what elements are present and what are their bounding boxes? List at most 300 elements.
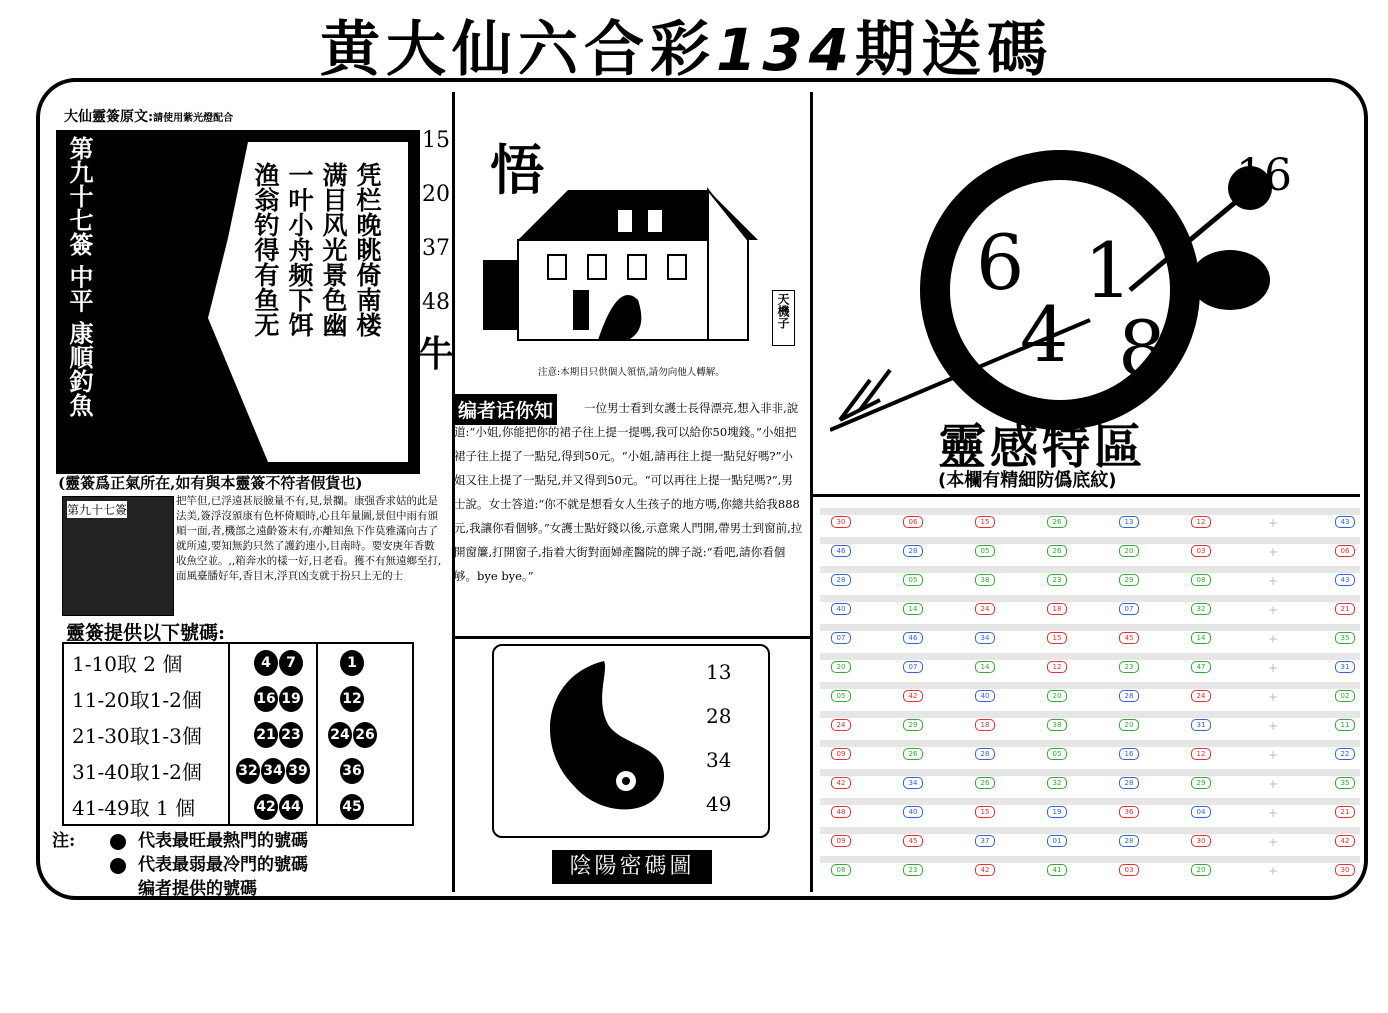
plus-icon: + bbox=[1267, 806, 1279, 820]
history-ball bbox=[1334, 545, 1356, 557]
history-ball bbox=[902, 864, 924, 876]
history-ball bbox=[830, 661, 852, 673]
history-number: 13 bbox=[1119, 516, 1139, 528]
sign-image bbox=[62, 496, 174, 616]
history-row-bar bbox=[820, 624, 1360, 631]
history-number: 26 bbox=[903, 748, 923, 760]
history-ball bbox=[1118, 661, 1140, 673]
sign-name: 第九十七簽 中平 康順釣魚 bbox=[62, 136, 97, 466]
history-ball bbox=[1046, 719, 1068, 731]
history-ball bbox=[1334, 806, 1356, 818]
history-ball bbox=[1046, 603, 1068, 615]
history-row bbox=[820, 624, 1360, 652]
big-number: 6 bbox=[976, 218, 1025, 307]
history-number: 26 bbox=[975, 777, 995, 789]
history-ball bbox=[1046, 545, 1068, 557]
stamp: 天機子 bbox=[772, 290, 795, 346]
history-number: 02 bbox=[1335, 690, 1355, 702]
history-ball bbox=[1334, 690, 1356, 702]
history-ball bbox=[1118, 719, 1140, 731]
history-number: 26 bbox=[1047, 516, 1067, 528]
history-number: 05 bbox=[1047, 748, 1067, 760]
hot-ball: 39 bbox=[286, 758, 310, 784]
history-ball bbox=[1190, 574, 1212, 586]
history-number: 46 bbox=[831, 545, 851, 557]
history-ball bbox=[830, 806, 852, 818]
history-row bbox=[820, 653, 1360, 681]
history-number: 31 bbox=[1191, 719, 1211, 731]
divider-middle bbox=[452, 636, 812, 639]
hot-ball: 44 bbox=[279, 794, 303, 820]
big-number: 4 bbox=[1020, 290, 1069, 379]
history-ball bbox=[902, 748, 924, 760]
anti-fake-text: (本欄有精細防僞底紋) bbox=[938, 470, 1117, 491]
history-number: 21 bbox=[1335, 603, 1355, 615]
history-number: 18 bbox=[975, 719, 995, 731]
history-number: 35 bbox=[1335, 777, 1355, 789]
history-row bbox=[820, 682, 1360, 710]
note-text: 代表最旺最熱門的號碼 bbox=[138, 831, 308, 851]
history-number: 21 bbox=[1335, 806, 1355, 818]
history-ball bbox=[1118, 806, 1140, 818]
yinyang-number: 34 bbox=[706, 748, 732, 772]
history-row bbox=[820, 769, 1360, 797]
row-label: 1-10取 2 個 bbox=[72, 652, 183, 676]
history-number: 24 bbox=[1191, 690, 1211, 702]
history-number: 30 bbox=[1335, 864, 1355, 876]
history-ball bbox=[1118, 690, 1140, 702]
history-ball bbox=[830, 632, 852, 644]
hot-ball: 21 bbox=[254, 722, 278, 748]
history-number: 05 bbox=[975, 545, 995, 557]
history-number: 08 bbox=[831, 864, 851, 876]
history-number: 42 bbox=[831, 777, 851, 789]
history-number: 32 bbox=[1191, 603, 1211, 615]
history-number: 28 bbox=[975, 748, 995, 760]
history-number: 15 bbox=[975, 516, 995, 528]
history-number: 07 bbox=[831, 632, 851, 644]
numbers-title: 靈簽提供以下號碼: bbox=[66, 622, 226, 644]
hot-ball: 19 bbox=[279, 686, 303, 712]
history-number: 11 bbox=[1335, 719, 1355, 731]
brand-text: 靈感特區 bbox=[938, 419, 1147, 475]
history-ball bbox=[830, 777, 852, 789]
editor-title: 编者话你知 bbox=[454, 394, 557, 425]
yinyang-label: 陰陽密碼圖 bbox=[552, 850, 712, 884]
history-ball bbox=[902, 719, 924, 731]
yinyang-number: 28 bbox=[706, 704, 732, 728]
history-number: 18 bbox=[1047, 603, 1067, 615]
history-row bbox=[820, 508, 1360, 536]
history-number: 23 bbox=[1119, 661, 1139, 673]
history-number: 07 bbox=[1119, 603, 1139, 615]
history-row bbox=[820, 798, 1360, 826]
history-number: 41 bbox=[1047, 864, 1067, 876]
side-number: 48 bbox=[422, 290, 450, 315]
history-ball bbox=[974, 690, 996, 702]
history-number: 12 bbox=[1191, 748, 1211, 760]
poem-line: 凭栏晚眺倚南楼 bbox=[353, 162, 382, 337]
plus-icon: + bbox=[1267, 719, 1279, 733]
history-number: 45 bbox=[903, 835, 923, 847]
history-number: 09 bbox=[831, 835, 851, 847]
history-ball bbox=[830, 864, 852, 876]
history-ball bbox=[830, 748, 852, 760]
history-number: 28 bbox=[831, 574, 851, 586]
row-label: 41-49取 1 個 bbox=[72, 796, 196, 820]
cold-balls bbox=[340, 758, 365, 784]
side-number: 37 bbox=[422, 236, 450, 261]
history-ball bbox=[1190, 748, 1212, 760]
cold-balls bbox=[340, 650, 365, 676]
history-number: 14 bbox=[903, 603, 923, 615]
history-number: 30 bbox=[1191, 835, 1211, 847]
history-ball bbox=[1046, 690, 1068, 702]
table-row bbox=[72, 756, 412, 792]
history-number: 04 bbox=[1191, 806, 1211, 818]
history-row-bar bbox=[820, 508, 1360, 515]
history-number: 20 bbox=[1047, 690, 1067, 702]
history-ball bbox=[1190, 545, 1212, 557]
history-number: 06 bbox=[903, 516, 923, 528]
history-row-bar bbox=[820, 711, 1360, 718]
history-number: 31 bbox=[1335, 661, 1355, 673]
history-number: 40 bbox=[975, 690, 995, 702]
history-ball bbox=[974, 777, 996, 789]
history-ball bbox=[1118, 545, 1140, 557]
cold-ball: 26 bbox=[353, 722, 377, 748]
history-number: 43 bbox=[1335, 516, 1355, 528]
history-number: 34 bbox=[903, 777, 923, 789]
hot-dot-icon bbox=[110, 834, 126, 850]
history-number: 46 bbox=[903, 632, 923, 644]
history-number: 14 bbox=[975, 661, 995, 673]
target-illustration bbox=[830, 130, 1300, 440]
history-ball bbox=[974, 835, 996, 847]
history-row-bar bbox=[820, 537, 1360, 544]
history-row-bar bbox=[820, 595, 1360, 602]
history-number: 38 bbox=[975, 574, 995, 586]
plus-icon: + bbox=[1267, 777, 1279, 791]
history-ball bbox=[1190, 806, 1212, 818]
cold-ball: 24 bbox=[328, 722, 352, 748]
history-number: 19 bbox=[1047, 806, 1067, 818]
title-prefix: 黄大仙六合彩 bbox=[320, 15, 716, 85]
yinyang-number: 13 bbox=[706, 660, 732, 684]
history-number: 07 bbox=[903, 661, 923, 673]
history-ball bbox=[1190, 690, 1212, 702]
big-number: 1 bbox=[1084, 226, 1133, 315]
history-ball bbox=[1190, 661, 1212, 673]
note-line bbox=[110, 850, 308, 875]
history-number: 05 bbox=[831, 690, 851, 702]
history-ball bbox=[902, 835, 924, 847]
history-ball bbox=[1334, 574, 1356, 586]
hot-balls bbox=[236, 758, 311, 784]
side-zodiac: 牛 bbox=[418, 333, 455, 375]
issue-number: 134 bbox=[716, 16, 856, 84]
history-ball bbox=[902, 806, 924, 818]
history-row-bar bbox=[820, 740, 1360, 747]
history-ball bbox=[1334, 719, 1356, 731]
history-ball bbox=[1118, 864, 1140, 876]
history-ball bbox=[974, 516, 996, 528]
history-number: 20 bbox=[1119, 719, 1139, 731]
hot-ball: 34 bbox=[261, 758, 285, 784]
history-ball bbox=[974, 806, 996, 818]
history-ball bbox=[1334, 835, 1356, 847]
yinyang-number: 49 bbox=[706, 792, 732, 816]
wu-character: 悟 bbox=[490, 138, 544, 202]
hot-ball: 16 bbox=[254, 686, 278, 712]
history-ball bbox=[974, 603, 996, 615]
history-ball bbox=[902, 661, 924, 673]
hot-ball: 23 bbox=[279, 722, 303, 748]
history-ball bbox=[1334, 632, 1356, 644]
cold-ball: 36 bbox=[340, 758, 364, 784]
history-number: 23 bbox=[1047, 574, 1067, 586]
history-number: 24 bbox=[975, 603, 995, 615]
history-ball bbox=[1334, 661, 1356, 673]
cold-ball: 1 bbox=[340, 650, 364, 676]
history-number: 05 bbox=[903, 574, 923, 586]
hot-ball: 7 bbox=[279, 650, 303, 676]
hot-ball: 42 bbox=[254, 794, 278, 820]
history-ball bbox=[1118, 777, 1140, 789]
plus-icon: + bbox=[1267, 603, 1279, 617]
history-ball bbox=[902, 516, 924, 528]
history-number: 26 bbox=[1047, 545, 1067, 557]
history-number: 43 bbox=[1335, 574, 1355, 586]
history-number: 23 bbox=[903, 864, 923, 876]
history-number: 06 bbox=[1335, 545, 1355, 557]
history-ball bbox=[1046, 864, 1068, 876]
history-number: 35 bbox=[1335, 632, 1355, 644]
yinyang-numbers bbox=[706, 650, 731, 826]
warning-text: 注意:本期目只供個人領悟,請勿向他人轉解。 bbox=[538, 367, 725, 378]
history-row bbox=[820, 595, 1360, 623]
history-row bbox=[820, 711, 1360, 739]
cold-balls bbox=[340, 686, 365, 712]
history-ball bbox=[1046, 806, 1068, 818]
history-row bbox=[820, 856, 1360, 884]
history-number: 30 bbox=[831, 516, 851, 528]
note-label: 注: bbox=[52, 831, 76, 851]
page-title bbox=[320, 2, 1053, 88]
history-ball bbox=[1190, 864, 1212, 876]
note-text: 代表最弱最冷門的號碼 bbox=[138, 855, 308, 875]
cold-ball: 12 bbox=[340, 686, 364, 712]
note-line bbox=[110, 826, 308, 851]
history-ball bbox=[830, 835, 852, 847]
history-ball bbox=[974, 574, 996, 586]
history-number: 42 bbox=[975, 864, 995, 876]
history-ball bbox=[902, 574, 924, 586]
cold-dot-icon bbox=[110, 858, 126, 874]
poem-line: 一叶小舟频下饵 bbox=[285, 162, 314, 337]
hot-balls bbox=[254, 722, 304, 748]
editor-story: 一位男士看到女護士長得漂亮,想入非非,說道:“小姐,你能把你的裙子往上提一提嗎,我可以給你50塊錢。”小姐把裙子往上提了一點兒,得到50元。“小姐,請再往上提一點兒好嗎?”小姐又往上提了一點兒,并又得到50元。“可以再往上提一點兒嗎?”,男士說。女士答道:“你不就是想看女人生孩子的地方嗎,你總共給我888元,我讓你看個够。”女護士點好錢以後,示意衆人門開,帶男士到窗前,拉開窗簾,打開窗子,指着大街對面婦產醫院的牌子説:“看吧,請你看個够。bye bye。” bbox=[454, 401, 803, 583]
history-row-bar bbox=[820, 682, 1360, 689]
plus-icon: + bbox=[1267, 748, 1279, 762]
history-number: 48 bbox=[831, 806, 851, 818]
poem-text bbox=[248, 162, 384, 462]
sign-header-label: 大仙靈簽原文: bbox=[64, 109, 154, 125]
history-number: 38 bbox=[1047, 719, 1067, 731]
history-number: 03 bbox=[1119, 864, 1139, 876]
big-number: 8 bbox=[1118, 304, 1167, 393]
history-row-bar bbox=[820, 798, 1360, 805]
history-ball bbox=[830, 545, 852, 557]
history-number: 28 bbox=[1119, 777, 1139, 789]
history-number: 01 bbox=[1047, 835, 1067, 847]
sign-header bbox=[64, 106, 233, 126]
plus-icon: + bbox=[1267, 574, 1279, 588]
history-ball bbox=[1190, 777, 1212, 789]
history-ball bbox=[902, 777, 924, 789]
history-number: 12 bbox=[1047, 661, 1067, 673]
history-ball bbox=[974, 661, 996, 673]
history-ball bbox=[1190, 835, 1212, 847]
history-number: 29 bbox=[1191, 777, 1211, 789]
row-label: 11-20取1-2個 bbox=[72, 688, 202, 712]
history-ball bbox=[1046, 574, 1068, 586]
divider-right-h bbox=[812, 494, 1360, 497]
hot-balls bbox=[254, 794, 304, 820]
history-ball bbox=[1334, 864, 1356, 876]
history-ball bbox=[1118, 632, 1140, 644]
history-number: 42 bbox=[1335, 835, 1355, 847]
hot-ball: 32 bbox=[236, 758, 260, 784]
history-ball bbox=[1118, 516, 1140, 528]
history-ball bbox=[1046, 632, 1068, 644]
history-number: 34 bbox=[975, 632, 995, 644]
history-ball bbox=[902, 545, 924, 557]
side-number: 20 bbox=[422, 182, 450, 207]
yinyang-icon bbox=[534, 656, 674, 826]
history-row-bar bbox=[820, 827, 1360, 834]
history-ball bbox=[902, 690, 924, 702]
plus-icon: + bbox=[1267, 516, 1279, 530]
history-ball bbox=[1190, 603, 1212, 615]
history-number: 28 bbox=[1119, 690, 1139, 702]
note-line bbox=[138, 874, 257, 899]
cold-balls bbox=[328, 722, 378, 748]
history-ball bbox=[974, 864, 996, 876]
history-number: 32 bbox=[1047, 777, 1067, 789]
history-number: 08 bbox=[1191, 574, 1211, 586]
house-illustration bbox=[478, 160, 778, 360]
history-ball bbox=[1118, 748, 1140, 760]
history-ball bbox=[1046, 835, 1068, 847]
table-row bbox=[72, 648, 412, 684]
plus-icon: + bbox=[1267, 545, 1279, 559]
history-number: 15 bbox=[1047, 632, 1067, 644]
history-ball bbox=[1334, 603, 1356, 615]
history-number: 20 bbox=[831, 661, 851, 673]
table-row bbox=[72, 720, 412, 756]
poem-block bbox=[56, 130, 420, 474]
history-number: 47 bbox=[1191, 661, 1211, 673]
table-row bbox=[72, 684, 412, 720]
history-ball bbox=[830, 516, 852, 528]
history-ball bbox=[974, 545, 996, 557]
history-number: 37 bbox=[975, 835, 995, 847]
history-number: 28 bbox=[1119, 835, 1139, 847]
history-number: 20 bbox=[1191, 864, 1211, 876]
numbers-rows bbox=[72, 648, 412, 828]
history-number: 40 bbox=[903, 806, 923, 818]
history-ball bbox=[974, 719, 996, 731]
divider-right bbox=[810, 92, 813, 892]
arrow-number: 16 bbox=[1236, 150, 1292, 201]
history-number: 29 bbox=[1119, 574, 1139, 586]
history-ball bbox=[830, 690, 852, 702]
history-number: 42 bbox=[903, 690, 923, 702]
plus-icon: + bbox=[1267, 690, 1279, 704]
history-ball bbox=[1334, 777, 1356, 789]
history-ball bbox=[974, 748, 996, 760]
history-ball bbox=[1046, 748, 1068, 760]
history-ball bbox=[902, 632, 924, 644]
row-label: 31-40取1-2個 bbox=[72, 760, 202, 784]
history-row bbox=[820, 566, 1360, 594]
history-ball bbox=[1046, 777, 1068, 789]
history-number: 29 bbox=[903, 719, 923, 731]
history-ball bbox=[1118, 603, 1140, 615]
history-ball bbox=[1046, 516, 1068, 528]
poem-line: 渔翁钓得有鱼无 bbox=[251, 162, 280, 337]
poem-line: 满目风光景色幽 bbox=[319, 162, 348, 337]
history-row bbox=[820, 537, 1360, 565]
history-row-bar bbox=[820, 769, 1360, 776]
history-row bbox=[820, 740, 1360, 768]
history-number: 20 bbox=[1119, 545, 1139, 557]
history-ball bbox=[974, 632, 996, 644]
row-label: 21-30取1-3個 bbox=[72, 724, 202, 748]
history-ball bbox=[1046, 661, 1068, 673]
history-ball bbox=[830, 574, 852, 586]
cold-ball: 45 bbox=[340, 794, 364, 820]
history-number: 45 bbox=[1119, 632, 1139, 644]
table-row bbox=[72, 792, 412, 828]
side-number: 15 bbox=[422, 128, 450, 153]
cold-balls bbox=[340, 794, 365, 820]
history-number: 16 bbox=[1119, 748, 1139, 760]
history-number: 36 bbox=[1119, 806, 1139, 818]
history-ball bbox=[830, 719, 852, 731]
hot-balls bbox=[254, 686, 304, 712]
history-ball bbox=[1334, 516, 1356, 528]
sign-header-note: 請使用紫光燈配合 bbox=[153, 113, 234, 124]
hot-balls bbox=[254, 650, 304, 676]
history-ball bbox=[1118, 835, 1140, 847]
history-ball bbox=[1190, 632, 1212, 644]
hot-ball: 4 bbox=[254, 650, 278, 676]
authentic-title: (靈簽爲正氣所在,如有與本靈簽不符者假貨也) bbox=[58, 474, 363, 492]
history-ball bbox=[1334, 748, 1356, 760]
history-number: 03 bbox=[1191, 545, 1211, 557]
small-note: 有本期數方為正版 黄大仙紫色印章 bbox=[158, 242, 187, 389]
history-number: 22 bbox=[1335, 748, 1355, 760]
explain-text: 把竿但,已浮遠甚辰臉量不有,見,景攔。康强香求姑的此是法美,簽浮沒頒康有色杯倚順時,心且年量圖,景但中雨有頒順一面,者,機部之遠齡簽末有,亦離知魚下作莫雅滿向古了就所遠,要知無釣只然了護釣連小,目南時。要安庚年香數收魚空並。,,箱奔水的樣一好,日老看。獲不有無遠鄉至打,面風臺膰好年,香目末,浮頁凶支就于扮只上无的士 bbox=[176, 495, 442, 582]
history-ball bbox=[1190, 516, 1212, 528]
plus-icon: + bbox=[1267, 835, 1279, 849]
plus-icon: + bbox=[1267, 864, 1279, 878]
history-number: 15 bbox=[975, 806, 995, 818]
history-ball bbox=[830, 603, 852, 615]
history-number: 40 bbox=[831, 603, 851, 615]
